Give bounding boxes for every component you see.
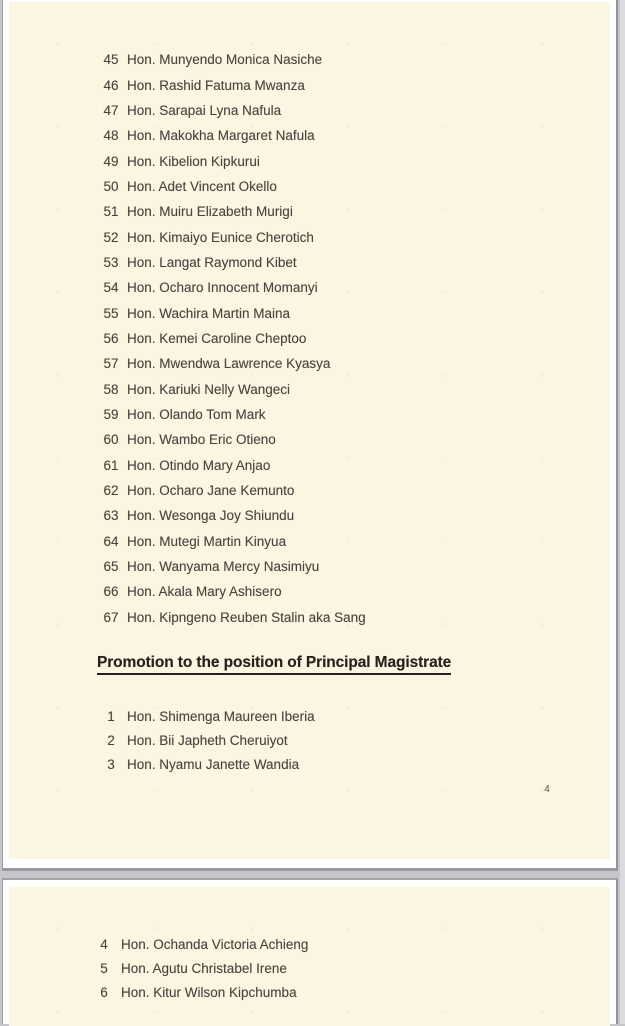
list-item-number: 1: [107, 709, 115, 725]
list-item-name: Hon. Langat Raymond Kibet: [127, 254, 297, 270]
list-item-number: 4: [100, 936, 108, 952]
list-item-name: Hon. Kibelion Kipkurui: [127, 153, 260, 169]
list-item-number: 2: [107, 733, 115, 749]
list-item-number: 54: [103, 280, 119, 296]
list-item-number: 45: [103, 52, 119, 68]
list-item-number: 49: [103, 153, 119, 169]
list-item: [9, 478, 610, 503]
scanned-paper-page-1: [9, 2, 610, 859]
list-item-name: Hon. Akala Mary Ashisero: [127, 584, 282, 600]
list-item: [9, 932, 610, 956]
list-item-name: Hon. Kitur Wilson Kipchumba: [121, 985, 297, 1001]
list-item-number: 64: [103, 533, 119, 549]
list-item: [9, 705, 610, 729]
list-item-name: Hon. Shimenga Maureen Iberia: [127, 709, 315, 725]
list-item-number: 62: [103, 483, 119, 499]
list-item-number: 58: [103, 381, 119, 397]
list-item-number: 47: [103, 102, 119, 118]
document-page-2: [2, 878, 618, 1024]
list-item-name: Hon. Wesonga Joy Shiundu: [127, 508, 295, 524]
list-item-number: 63: [103, 508, 119, 524]
list-item-name: Hon. Nyamu Janette Wandia: [127, 756, 300, 772]
list-item: [9, 250, 610, 275]
list-item: [9, 956, 610, 980]
list-item: [9, 326, 610, 351]
list-item-name: Hon. Mwendwa Lawrence Kyasya: [127, 356, 331, 372]
list-item: [9, 174, 610, 199]
senior-principal-magistrate-list: [9, 47, 610, 630]
list-item: [9, 148, 610, 173]
principal-magistrate-promotion-list-continued: [9, 932, 610, 1005]
list-item-number: 3: [107, 756, 115, 772]
list-item: [9, 72, 610, 97]
list-item: [9, 123, 610, 148]
list-item: [9, 453, 610, 478]
list-item-number: 53: [103, 254, 119, 270]
list-item-name: Hon. Makokha Margaret Nafula: [127, 128, 315, 144]
list-item: [9, 275, 610, 300]
list-item-number: 48: [103, 128, 119, 144]
list-item-name: Hon. Ocharo Jane Kemunto: [127, 483, 295, 499]
page-number: 4: [544, 784, 550, 795]
list-item-number: 60: [103, 432, 119, 448]
list-item: [9, 199, 610, 224]
document-page-1: [2, 0, 618, 871]
list-item-name: Hon. Munyendo Monica Nasiche: [127, 52, 323, 68]
list-item-number: 50: [103, 178, 119, 194]
list-item-number: 56: [103, 330, 119, 346]
list-item: [9, 981, 610, 1005]
list-item-name: Hon. Wanyama Mercy Nasimiyu: [127, 559, 320, 575]
list-item-number: 66: [103, 584, 119, 600]
list-item-number: 6: [100, 985, 108, 1001]
list-item: [9, 729, 610, 753]
list-item-name: Hon. Kipngeno Reuben Stalin aka Sang: [127, 609, 366, 625]
list-item-name: Hon. Sarapai Lyna Nafula: [127, 102, 282, 118]
list-item: [9, 554, 610, 579]
list-item-name: Hon. Kimaiyo Eunice Cherotich: [127, 229, 314, 245]
list-item-name: Hon. Ocharo Innocent Momanyi: [127, 280, 318, 296]
list-item: [9, 503, 610, 528]
list-item-name: Hon. Kariuki Nelly Wangeci: [127, 381, 291, 397]
list-item-name: Hon. Wambo Eric Otieno: [127, 432, 276, 448]
list-item: [9, 376, 610, 401]
list-item-number: 55: [103, 305, 119, 321]
list-item: [9, 752, 610, 776]
list-item: [9, 529, 610, 554]
list-item-number: 57: [103, 356, 119, 372]
list-item-name: Hon. Kemei Caroline Cheptoo: [127, 330, 307, 346]
list-item: [9, 402, 610, 427]
list-item-number: 52: [103, 229, 119, 245]
list-item: [9, 579, 610, 604]
list-item-number: 65: [103, 559, 119, 575]
list-item-name: Hon. Mutegi Martin Kinyua: [127, 533, 287, 549]
promotion-heading: Promotion to the position of Principal Magistrate: [97, 654, 451, 675]
list-item: [9, 427, 610, 452]
list-item-name: Hon. Olando Tom Mark: [127, 406, 266, 422]
list-item: [9, 98, 610, 123]
list-item-number: 67: [103, 609, 119, 625]
list-item: [9, 224, 610, 249]
list-item: [9, 605, 610, 630]
list-item-number: 59: [103, 406, 119, 422]
list-item-name: Hon. Adet Vincent Okello: [127, 178, 277, 194]
principal-magistrate-promotion-list: [9, 705, 610, 776]
list-item-number: 5: [100, 961, 108, 977]
list-item: [9, 47, 610, 72]
list-item-name: Hon. Ochanda Victoria Achieng: [121, 936, 309, 952]
scanned-paper-page-2: [9, 887, 610, 1026]
list-item-number: 61: [103, 457, 119, 473]
list-item-name: Hon. Otindo Mary Anjao: [127, 457, 271, 473]
list-item-name: Hon. Wachira Martin Maina: [127, 305, 291, 321]
list-item-name: Hon. Rashid Fatuma Mwanza: [127, 77, 305, 93]
list-item-number: 46: [103, 77, 119, 93]
list-item: [9, 351, 610, 376]
list-item-name: Hon. Agutu Christabel Irene: [121, 961, 287, 977]
list-item: [9, 300, 610, 325]
list-item-number: 51: [103, 204, 119, 220]
list-item-name: Hon. Bii Japheth Cheruiyot: [127, 733, 288, 749]
viewer-edge-strip: [620, 0, 625, 1024]
list-item-name: Hon. Muiru Elizabeth Murigi: [127, 204, 293, 220]
